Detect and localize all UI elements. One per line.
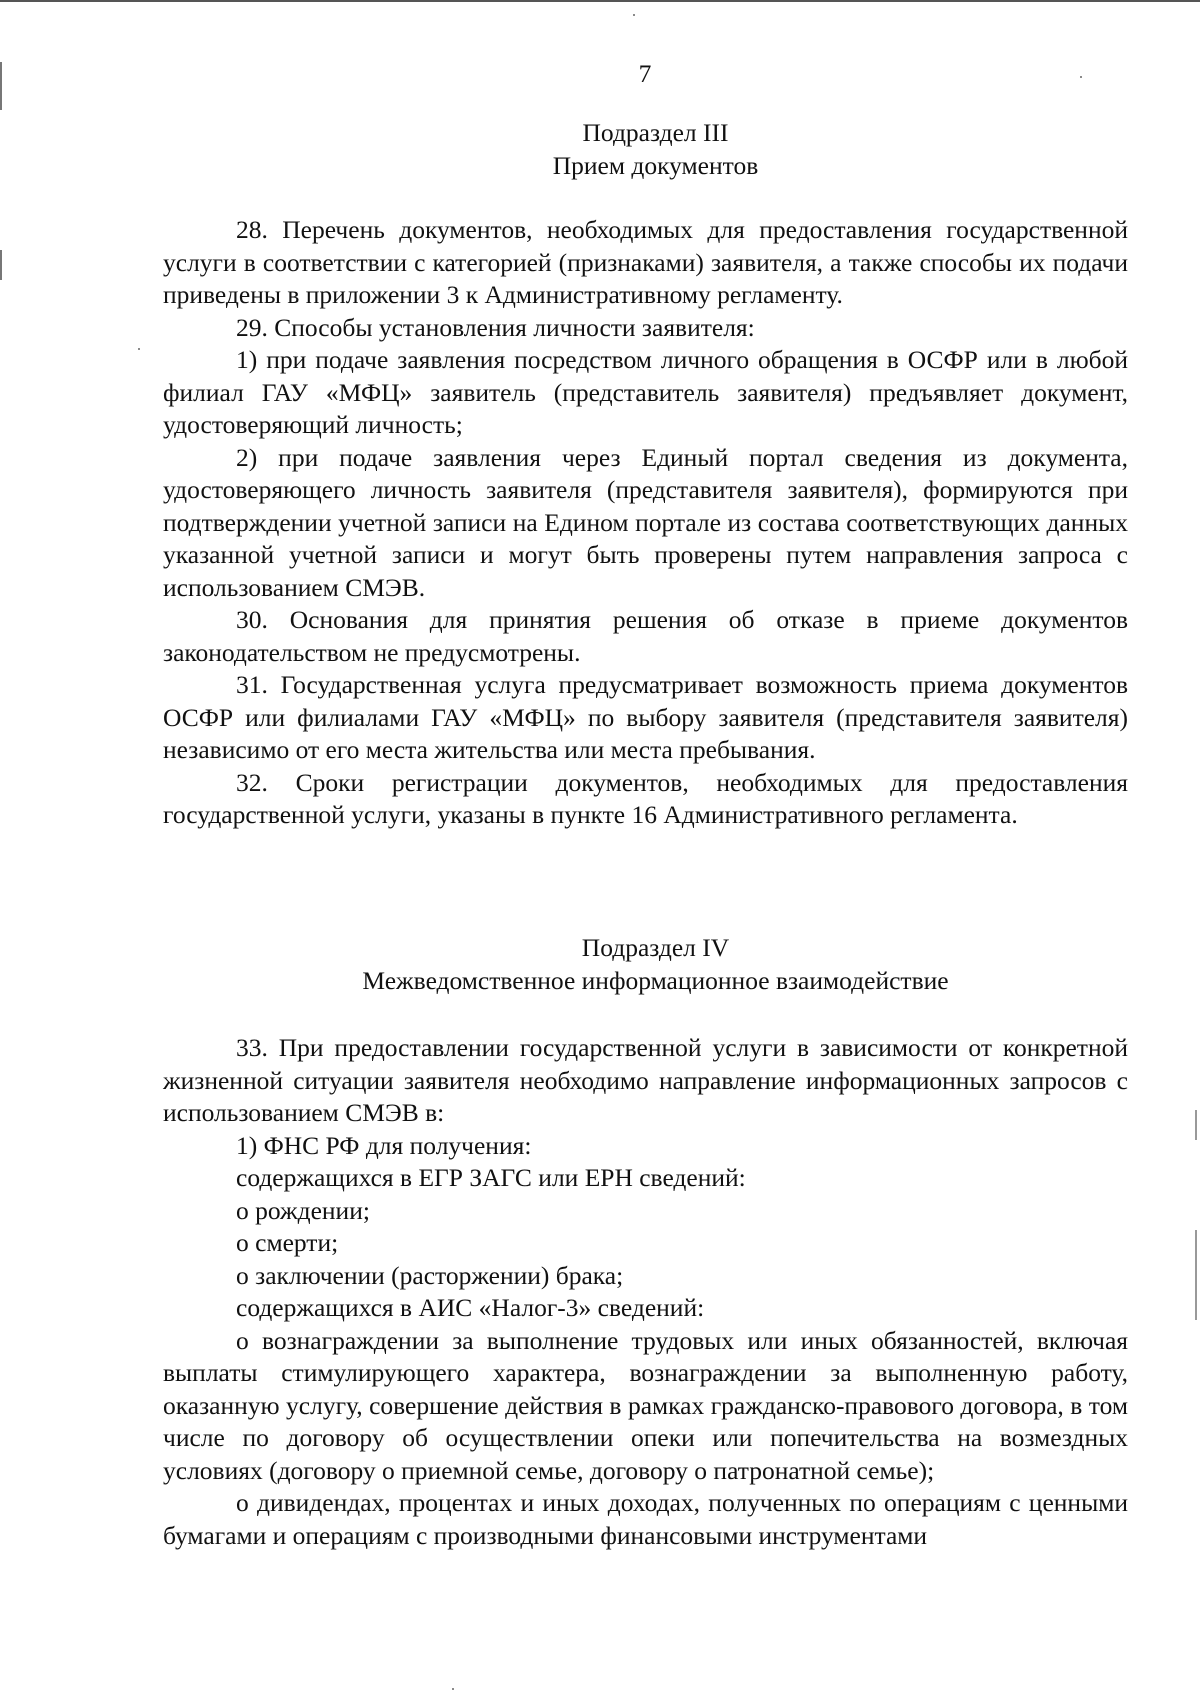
page-number: 7: [638, 59, 652, 88]
scan-speck: [138, 348, 140, 350]
scan-edge-right: [1195, 1110, 1197, 1140]
subsection-4-body: [163, 1032, 1128, 1552]
subsection-4-label: Подраздел IV: [581, 933, 730, 962]
list-line: о рождении;: [236, 1195, 370, 1225]
paragraph-31: 31. Государственная услуга предусматривает возможность приема документов ОСФР или филиалами ГАУ «МФЦ» по выбору заявителя (представителя заявителя) независимо от его места жительства или места пребывания.: [163, 670, 1128, 764]
subsection-3-label: Подраздел III: [582, 118, 729, 147]
subsection-3-title: Прием документов: [552, 150, 759, 180]
scan-edge-left: [0, 250, 2, 280]
paragraph-33: 33. При предоставлении государственной услуги в зависимости от конкретной жизненной ситуации заявителя необходимо направление информационных запросов с использованием СМЭВ в:: [163, 1033, 1128, 1127]
subsection-3-body: [163, 214, 1128, 832]
subsection-4-heading: [163, 932, 1128, 997]
list-line: содержащихся в АИС «Налог-3» сведений:: [236, 1293, 705, 1322]
paragraph-remuneration: о вознаграждении за выполнение трудовых или иных обязанностей, включая выплаты стимулирующего характера, вознаграждении за выполненную работу, оказанную услугу, совершение действия в рамках гражданско-правового договора, в том числе по договору об осуществлении опеки или попечительства на возмездных условиях (договору о приемной семье, договору о патронатной семье);: [163, 1325, 1128, 1485]
scan-speck: [452, 1688, 454, 1690]
paragraph-dividends: о дивидендах, процентах и иных доходах, полученных по операциям с ценными бумагами и операциям с производными финансовыми инструментами: [163, 1488, 1128, 1550]
paragraph-30: 30. Основания для принятия решения об отказе в приеме документов законодательством не предусмотрены.: [163, 605, 1128, 667]
paragraph-29-item-1: 1) при подаче заявления посредством личного обращения в ОСФР или в любой филиал ГАУ «МФЦ» заявитель (представитель заявителя) предъявляет документ, удостоверяющий личность;: [163, 345, 1128, 439]
subsection-4-title: Межведомственное информационное взаимодействие: [362, 965, 949, 995]
paragraph-32: 32. Сроки регистрации документов, необходимых для предоставления государственной услуги, указаны в пункте 16 Административного регламента.: [163, 767, 1128, 829]
list-line: 1) ФНС РФ для получения:: [236, 1130, 532, 1160]
paragraph-29: 29. Способы установления личности заявителя:: [236, 312, 755, 342]
scan-edge-top: [0, 0, 1200, 2]
list-line: о заключении (расторжении) брака;: [236, 1260, 624, 1290]
scan-edge-right: [1195, 1230, 1197, 1320]
scan-speck: [633, 14, 635, 16]
subsection-3-heading: [163, 117, 1128, 182]
list-line: о смерти;: [236, 1228, 339, 1257]
list-line: содержащихся в ЕГР ЗАГС или ЕРН сведений:: [236, 1163, 746, 1192]
paragraph-29-item-2: 2) при подаче заявления через Единый портал сведения из документа, удостоверяющего личность заявителя (представителя заявителя), формируются при подтверждении учетной записи на Едином портале из состава соответствующих данных указанной учетной записи и могут быть проверены путем направления запроса с использованием СМЭВ.: [163, 442, 1128, 602]
paragraph-28: 28. Перечень документов, необходимых для предоставления государственной услуги в соответствии с категорией (признаками) заявителя, а также способы их подачи приведены в приложении 3 к Административному регламенту.: [163, 215, 1128, 309]
